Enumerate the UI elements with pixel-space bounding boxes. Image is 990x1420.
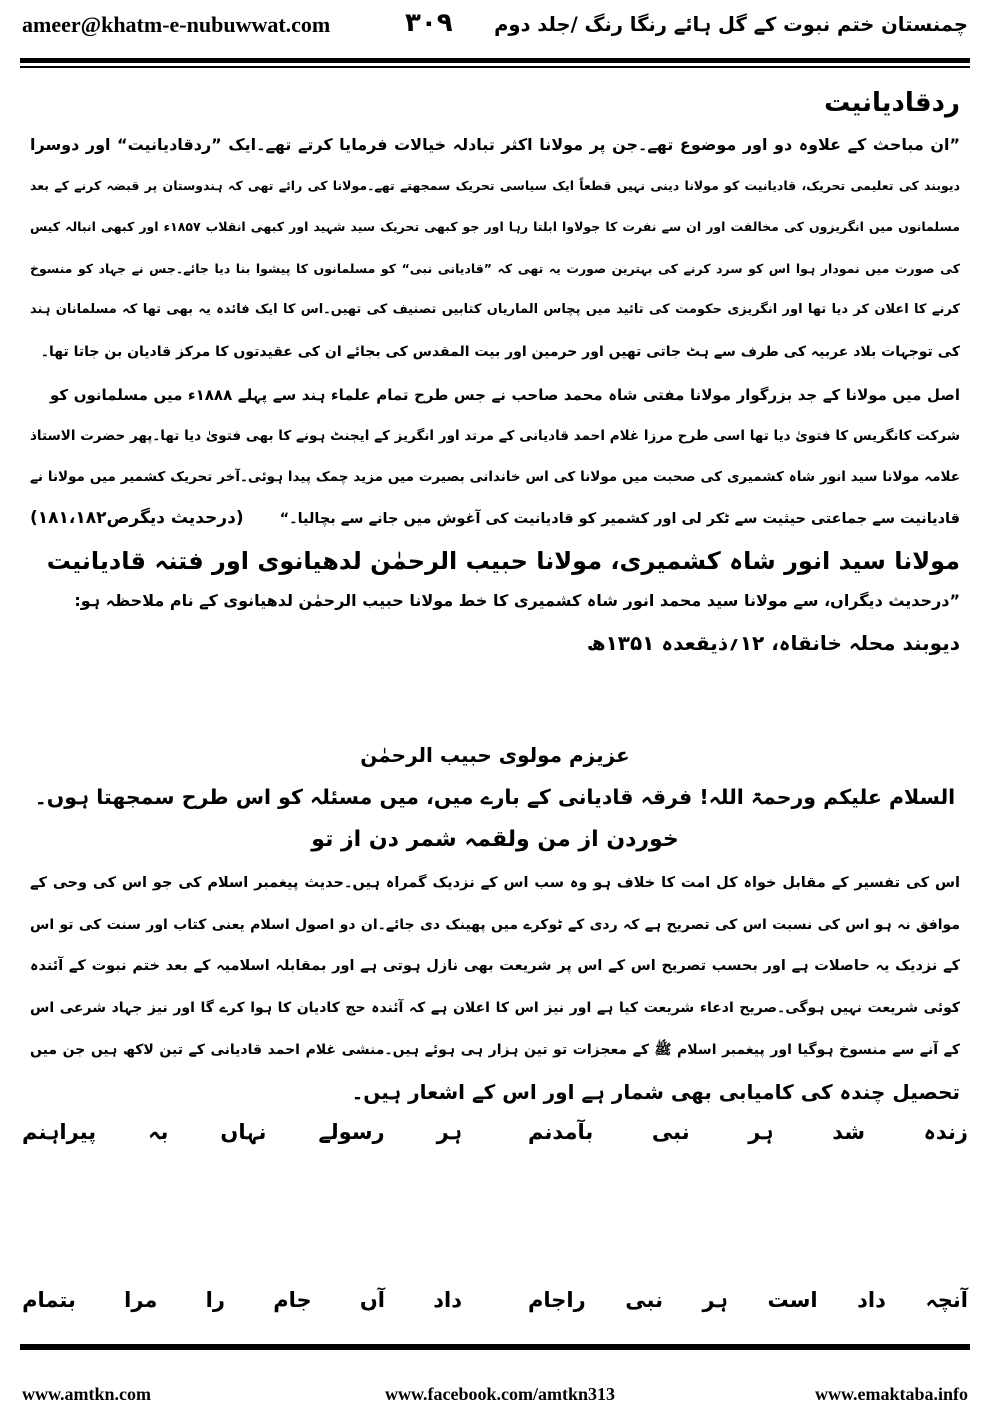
letter-greeting: السلام علیکم ورحمۃ اللہ! فرقہ قادیانی کے بارے میں، میں مسئلہ کو اس طرح سمجھتا ہوں۔: [34, 785, 956, 809]
verse-word: نبی: [651, 1120, 690, 1144]
verse-word: بہ: [148, 1120, 169, 1144]
hemistich: [22, 1288, 462, 1312]
paragraph-line: کے آنے سے منسوخ ہوگیا اور پیغمبر اسلام ﷺ کے معجزات تو تین ہزار ہی ہوئے ہیں۔منشی غلام احمد قادیانی کے تین لاکھ ہیں جن میں: [30, 1042, 960, 1058]
hemistich: [22, 1120, 462, 1144]
citation: (درحدیث دیگرص۱۸۱،۱۸۲): [30, 508, 244, 528]
verse-word: مرا: [124, 1288, 158, 1312]
paragraph-line: کی توجہات بلاد عربیہ کی طرف سے ہٹ جاتی تھیں اور حرمین اور بیت المقدس کی بجائے ان کی عقیدتوں کا مرکز قادیان بن جاتا تھا۔: [40, 344, 960, 360]
verse-word: داد: [857, 1288, 886, 1312]
paragraph-line: کرنے کا اعلان کر دیا تھا اور انگریزی حکومت کی تائید میں پچاس الماریاں کتابیں تصنیف کی تھیں۔اس کا ایک فائدہ یہ بھی تھا کہ مسلمانان ہند: [30, 302, 960, 317]
paragraph-line: اصل میں مولانا کے جد بزرگوار مولانا مفتی شاہ محمد صاحب نے جس طرح تمام علماء ہند سے پہلے ۱۸۸۸ء میں مسلمانوں کو: [50, 386, 960, 404]
footer-link-amtkn[interactable]: www.amtkn.com: [22, 1384, 151, 1404]
footer-link-emaktaba[interactable]: www.emaktaba.info: [814, 1384, 968, 1404]
book-title: چمنستان ختم نبوت کے گل ہائے رنگا رنگ /جلد دوم: [494, 13, 968, 36]
paragraph-line: مسلمانوں میں انگریزوں کی مخالفت اور ان سے نفرت کا جولاوا ابلتا رہا اور جو کبھی تحریک سید شہید اور کبھی انقلاب ۱۸۵۷ء اور کبھی انبالہ کیس: [30, 219, 960, 234]
verse-word: پیراہنم: [22, 1120, 97, 1144]
verse-line: [22, 1288, 968, 1312]
verse-word: جام: [273, 1288, 312, 1312]
paragraph-line: ”ان مباحث کے علاوہ دو اور موضوع تھے۔جن پر مولانا اکثر تبادلہ خیالات فرمایا کرتے تھے۔ایک ”ردقادیانیت“ اور دوسرا: [30, 135, 960, 154]
persian-couplet: خوردن از من ولقمہ شمر دن از تو: [311, 827, 679, 852]
paragraph-line: شرکت کانگریس کا فتویٰ دیا تھا اسی طرح مرزا غلام احمد قادیانی کے مرتد اور انگریز کے ایجنٹ ہونے کا بھی فتویٰ دیا تھا۔پھر حضرت الاستاذ: [30, 428, 960, 444]
verse-word: بتمام: [22, 1288, 76, 1312]
paragraph-line: کے نزدیک یہ حاصلات ہے اور بحسب تصریح اس کے اس پر شریعت بھی نازل ہوتی ہے اور بمقابلہ اسلامیہ کے بعد ختم نبوت کے آئندہ: [30, 958, 960, 974]
hemistich: [528, 1288, 968, 1312]
paragraph-line: علامہ مولانا سید انور شاہ کشمیری کی صحبت میں مولانا کی اس خاندانی بصیرت میں مزید چمک پیدا ہوئی۔آخر تحریک کشمیر میں مولانا نے: [30, 469, 960, 485]
verse-word: داد: [433, 1288, 462, 1312]
verse-word: راجام: [528, 1288, 586, 1312]
page-number: ۳۰۹: [405, 8, 453, 38]
paragraph-line: کی صورت میں نمودار ہوا اس کو سرد کرنے کی بہترین صورت یہ تھی کہ ”قادیانی نبی“ کو مسلمانوں کا پیشوا بنا دیا جائے۔جس نے جہاد کو منسوخ: [30, 261, 960, 276]
section-heading: مولانا سید انور شاہ کشمیری، مولانا حبیب الرحمٰن لدھیانوی اور فتنہ قادیانیت: [46, 547, 960, 575]
verse-word: نہاں: [220, 1120, 267, 1144]
section-heading: ردقادیانیت: [824, 88, 960, 118]
letter-dateline: دیوبند محلہ خانقاہ، ۱۲؍ذیقعدہ ۱۳۵۱ھ: [586, 631, 960, 655]
paragraph-line: دیوبند کی تعلیمی تحریک، قادیانیت کو مولانا دینی نہیں قطعاً ایک سیاسی تحریک سمجھتے تھے۔مولانا کی رائے تھی کہ ہندوستان پر قبضہ کرنے کے بعد: [30, 178, 960, 193]
verse-word: زندہ: [923, 1120, 968, 1144]
verse-word: آنچہ: [925, 1288, 968, 1312]
paragraph-line: اس کی تفسیر کے مقابل خواہ کل امت کا خلاف ہو وہ سب اس کے نزدیک گمراہ ہیں۔حدیث پیغمبر اسلام کی جو اس کی وحی کے: [30, 875, 960, 891]
header-email: ameer@khatm-e-nubuwwat.com: [22, 12, 331, 37]
verse-word: شد: [832, 1120, 865, 1144]
verse-word: نبی: [625, 1288, 663, 1312]
hemistich: [528, 1120, 968, 1144]
verse-word: ہر: [436, 1120, 462, 1144]
verse-word: ہر: [748, 1120, 774, 1144]
verse-word: را: [205, 1288, 225, 1312]
verse-line: [22, 1120, 968, 1144]
verse-word: آں: [359, 1288, 385, 1312]
header-rule-thin: [20, 66, 970, 68]
paragraph-line: کوئی شریعت نہیں ہوگی۔صریح ادعاء شریعت کیا ہے اور نیز اس کا اعلان ہے کہ آئندہ حج کادیان کا ہوا کرے گا اور نیز جہاد شرعی اس: [30, 1000, 960, 1016]
paragraph-line: قادیانیت سے جماعتی حیثیت سے ٹکر لی اور کشمیر کو قادیانیت کی آغوش میں جانے سے بچالیا۔“: [280, 511, 960, 527]
intro-line: ”درحدیث دیگراں، سے مولانا سید محمد انور شاہ کشمیری کا خط مولانا حبیب الرحمٰن لدھیانوی کے نام ملاحظہ ہو:: [74, 591, 960, 610]
header-rule: [20, 58, 970, 63]
paragraph-line: موافق نہ ہو اس کی نسبت اس کی تصریح ہے کہ ردی کے ٹوکرے میں پھینک دی جائے۔ان دو اصول اسلام یعنی کتاب اور سنت کی تو اس: [30, 917, 960, 933]
verse-word: بآمدنم: [528, 1120, 594, 1144]
verse-word: ہر: [702, 1288, 728, 1312]
footer-link-facebook[interactable]: www.facebook.com/amtkn313: [385, 1384, 615, 1404]
letter-salutation: عزیزم مولوی حبیب الرحمٰن: [360, 743, 630, 767]
verse-word: رسولے: [318, 1120, 385, 1144]
paragraph-line: تحصیل چندہ کی کامیابی بھی شمار ہے اور اس کے اشعار ہیں۔: [351, 1080, 960, 1104]
verse-word: است: [767, 1288, 818, 1312]
footer-rule: [20, 1344, 970, 1350]
